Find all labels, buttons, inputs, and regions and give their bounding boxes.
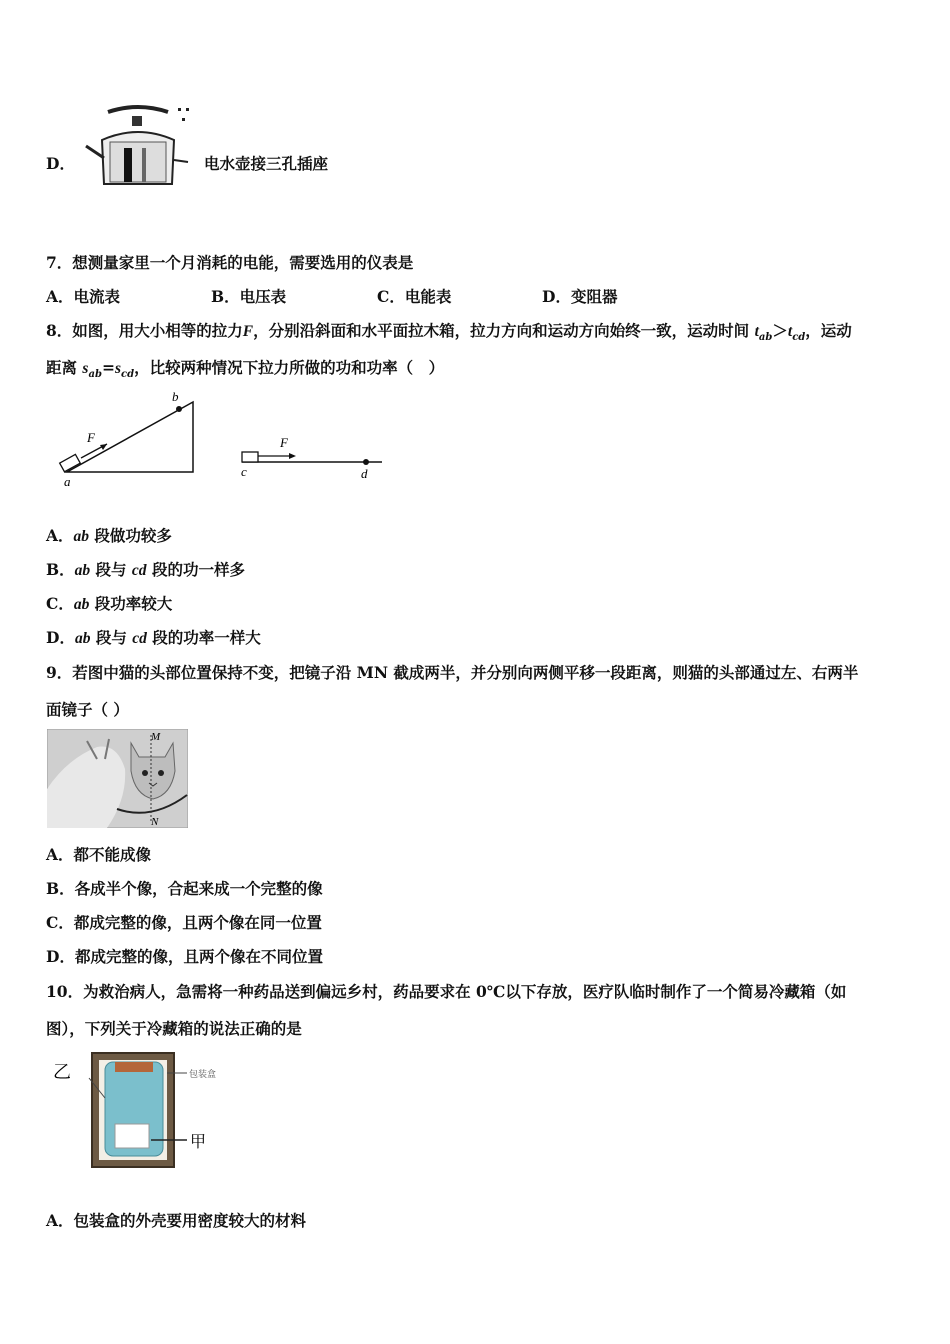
q8-option-a: A．ab 段做功较多 (46, 526, 172, 545)
q10-option-a: A．包装盒的外壳要用密度较大的材料 (46, 1211, 307, 1230)
q7-option-c: C．电能表 (377, 287, 452, 306)
q10-stem-line2: 图），下列关于冷藏箱的说法正确的是 (46, 1019, 302, 1038)
q8-option-c: C．ab 段功率较大 (46, 594, 173, 613)
label-jia: 甲 (190, 1132, 207, 1151)
q8-option-b: B．ab 段与 cd 段的功一样多 (46, 560, 245, 579)
q10-stem-line1: 10．为救治病人，急需将一种药品送到偏远乡村，药品要求在 0℃以下存放，医疗队临时制作了一个简易冷藏箱（如 (46, 982, 847, 1001)
label-box: 包装盒 (189, 1070, 217, 1080)
point-c-label: c (241, 464, 247, 479)
point-b-label: b (172, 389, 179, 404)
q9-option-d: D．都成完整的像，且两个像在不同位置 (46, 947, 323, 966)
q8-stem-line2: 距离 $s_{ab}=s_{cd}$，比较两种情况下拉力所做的功和功率（ ） (46, 358, 445, 381)
kettle-image (80, 102, 195, 192)
q6-option-d-text: 电水壶接三孔插座 (204, 154, 329, 173)
cat-mirror-image (47, 729, 188, 828)
q7-option-a: A．电流表 (46, 287, 121, 306)
mirror-m-label: M (151, 731, 161, 743)
q8-option-d: D．ab 段与 cd 段的功率一样大 (46, 628, 261, 647)
q9-option-c: C．都成完整的像，且两个像在同一位置 (46, 913, 322, 932)
q7-option-d: D．变阻器 (542, 287, 618, 306)
q9-stem-line1: 9．若图中猫的头部位置保持不变，把镜子沿 MN 截成两半，并分别向两侧平移一段距离，则猫的头部通过左、右两半 (46, 663, 859, 682)
incline-diagram (55, 388, 205, 488)
q7-stem: 7．想测量家里一个月消耗的电能，需要选用的仪表是 (46, 253, 414, 272)
q9-option-b: B．各成半个像，合起来成一个完整的像 (46, 879, 323, 898)
cooler-box-diagram (47, 1048, 237, 1172)
q7-option-b: B．电压表 (211, 287, 287, 306)
q9-option-a: A．都不能成像 (46, 845, 152, 864)
q8-stem-line1: 8．如图，用大小相等的拉力F，分别沿斜面和水平面拉木箱，拉力方向和运动方向始终一致，运动时间 $t_{ab}>t_{cd}$，运动 (46, 321, 852, 344)
horizontal-diagram (238, 432, 388, 484)
point-a-label: a (64, 474, 71, 488)
label-yi: 乙 (53, 1062, 71, 1083)
q6-option-d-letter: D． (46, 154, 75, 173)
mirror-n-label: N (151, 816, 159, 828)
point-d-label: d (361, 466, 368, 481)
q9-stem-line2: 面镜子（ ） (46, 700, 129, 719)
force-f-label-incline: F (87, 430, 95, 445)
force-f-label-horizontal: F (280, 435, 288, 450)
